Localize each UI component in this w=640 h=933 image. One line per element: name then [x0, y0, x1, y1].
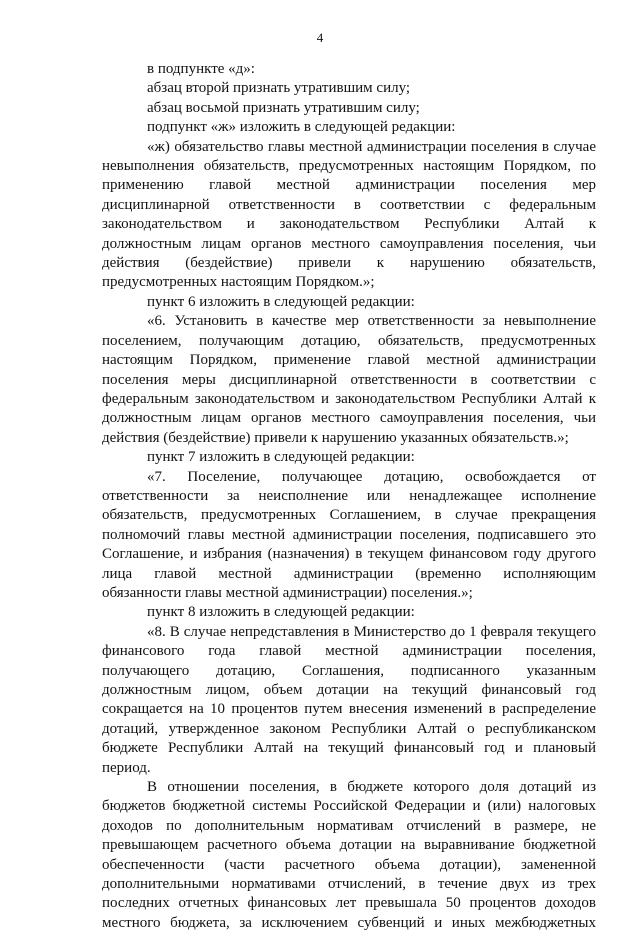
text-line: пункт 7 изложить в следующей редакции: [147, 449, 415, 466]
text-line: ответственности за неисполнение или ненадлежащее исполнение [102, 487, 596, 504]
text-line: действия (бездействие) привели к нарушению обязательств, [102, 255, 596, 272]
text-line: пункт 8 изложить в следующей редакции: [147, 604, 415, 621]
text-line: превышающем расчетного объема дотации на выравнивание бюджетной [102, 837, 596, 854]
text-line: обязанности главы местной администрации) поселения.»; [102, 584, 473, 601]
text-line: «8. В случае непредставления в Министерство до 1 февраля текущего [147, 623, 596, 640]
text-line: лица главой местной администрации (временно исполняющим [102, 565, 596, 582]
text-line: местного бюджета, за исключением субвенций и иных межбюджетных [102, 914, 596, 931]
text-line: сокращается на 10 процентов путем внесения изменений в распределение [102, 701, 596, 718]
text-line: невыполнения обязательств, предусмотренных настоящим Порядком, по [102, 158, 596, 175]
text-line: абзац восьмой признать утратившим силу; [147, 99, 420, 116]
page-number: 4 [316, 30, 324, 45]
document-body [102, 60, 596, 933]
text-line: дисциплинарной ответственности в соответствии с федеральным [102, 196, 596, 213]
text-line: дотаций, утвержденное законом Республики Алтай о республиканском [102, 720, 596, 737]
text-line: «ж) обязательство главы местной администрации поселения в случае [147, 138, 596, 155]
text-line: подпункт «ж» изложить в следующей редакции: [147, 119, 456, 136]
text-line: обязательств, предусмотренных Соглашением, в случае прекращения [102, 507, 596, 524]
text-line: доходов по дополнительным нормативам отчислений в размере, не [102, 817, 596, 834]
text-line: В отношении поселения, в бюджете которого доля дотаций из [147, 779, 596, 796]
text-line: должностным лицам органов местного самоуправления поселения, чьи [102, 410, 596, 427]
text-line: законодательством и законодательством Республики Алтай к [102, 216, 596, 233]
text-line: полномочий главы местной администрации поселения, подписавшего это [102, 526, 596, 543]
text-line: применению главой местной администрации поселения мер [102, 177, 596, 194]
text-line: бюджете Республики Алтай на текущий финансовый год и плановый [102, 740, 596, 757]
text-line: настоящим Порядком, применение главой местной администрации [102, 352, 596, 369]
text-line: финансового года главой местной администрации поселения, [102, 643, 596, 660]
text-line: пункт 6 изложить в следующей редакции: [147, 293, 415, 310]
text-line: последних отчетных финансовых лет превышала 50 процентов доходов [102, 895, 596, 912]
text-line: абзац второй признать утратившим силу; [147, 80, 411, 97]
text-line: Соглашение, и избрания (назначения) в текущем финансовом году другого [102, 546, 596, 563]
text-line: обеспеченности (части расчетного объема дотации), замененной [102, 856, 596, 873]
text-line: «7. Поселение, получающее дотацию, освобождается от [147, 468, 596, 485]
text-line: период. [102, 759, 151, 776]
text-line: действия (бездействие) привели к нарушению указанных обязательств.»; [102, 429, 569, 446]
text-line: должностным лицом, объем дотации на текущий финансовый год [102, 682, 596, 698]
text-line: дополнительными нормативами отчислений, в течение двух из трех [102, 876, 596, 893]
text-line: должностным лицам органов местного самоуправления поселения, чьи [102, 235, 596, 252]
text-line: получающего дотацию, Соглашения, подписанного указанным [102, 662, 596, 679]
text-line: предусмотренных настоящим Порядком.»; [102, 274, 375, 291]
text-line: поселения меры дисциплинарной ответственности в соответствии с [102, 371, 596, 388]
text-line: поселением, получающим дотацию, обязательств, предусмотренных [102, 332, 596, 349]
text-line: в подпункте «д»: [147, 61, 255, 77]
text-line: федеральным законодательством и законодательством Республики Алтай к [102, 390, 596, 407]
text-line: «6. Установить в качестве мер ответственности за невыполнение [147, 313, 596, 330]
text-line: бюджетов бюджетной системы Российской Федерации и (или) налоговых [102, 798, 596, 815]
